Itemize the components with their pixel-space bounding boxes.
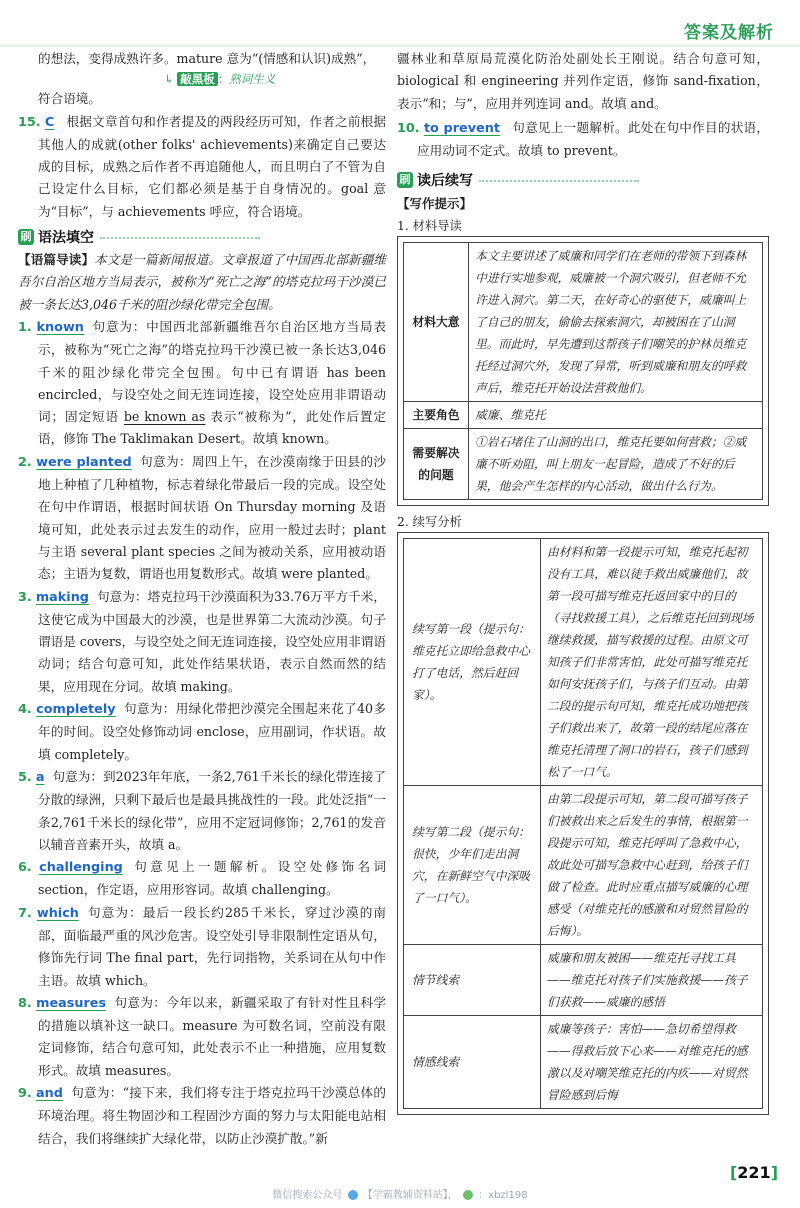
answer-item <box>18 1082 386 1150</box>
row-label: 续写第二段（提示句：很快，少年们走出洞穴，在新鲜空气中深吸了一口气）。 <box>404 786 541 945</box>
material-guide-table-frame <box>397 236 769 506</box>
q9-continuation: 疆林业和草原局荒漠化防治处副处长王刚说。结合句意可知，biological 和 engineering 并列作定语，修饰 sand-fixation，表示“和；与”，应用并列连词 and。故填 and。 <box>397 51 769 111</box>
answer-list <box>18 316 386 1150</box>
item-explanation: 句意为：塔克拉玛干沙漠面积为33.76万平方千米，这使它成为中国最大的沙漠，也是世界第二大流动沙漠。句子谓语是 covers，与设空处之间无连词连接，设空处应用非谓语动词；结合句意可知，此处作结果状语，表示自然而然的结果，应用现在分词。故填 making。 <box>38 588 386 694</box>
item-number: 4. <box>18 702 32 718</box>
q15-explanation: 根据文章首句和作者提及的两段经历可知，作者之前根据其他人的成就(other folks' achievements)来确定自己要达成的目标，成熟之后作者不再追随他人，而且明白了不管为自己设定什么目标，它们都必须是基于自身情况的。goal 意为“目标”，与 achievements 呼应，符合语境。 <box>38 113 386 219</box>
footer-text-2: 【学霸教辅资料站】 <box>362 1190 448 1201</box>
row-text: 由材料和第一段提示可知，维克托起初没有工具，难以徒手救出威廉他们，故第一段可描写维克托返回家中的目的（寻找救援工具），之后维克托回到现场继续救援，描写救援的过程。由原文可知孩子们非常害怕，此处可描写维克托如何安抚孩子们，与孩子们互动。由第二段的提示句可知，维克托成功地把孩子们救出来了，故第一段的结尾应落在维克托清理了洞口的岩石，孩子们感到松了一口气。 <box>541 539 763 786</box>
row-label: 材料大意 <box>404 243 469 402</box>
material-row <box>404 402 763 429</box>
q15 <box>18 111 386 223</box>
material-guide-table <box>403 242 763 500</box>
section-dots <box>100 236 260 239</box>
analysis-table-frame <box>397 532 769 1115</box>
footer-watermark: 微信搜索公众号 【学霸教辅资料站】， ：xbzl198 <box>272 1190 528 1201</box>
passage-guide <box>18 249 386 316</box>
analysis-row <box>404 539 763 786</box>
page-header <box>0 0 800 48</box>
item-explanation: 句意为：周四上午，在沙漠南缘于田县的沙地上种植了几种植物，标志着绿化带最后一段的完成。设空处在句中作谓语，根据时间状语 On Thursday morning 及语境可知，此处表示过去发生的动作，应用一般过去时；plant 与主语 several plant species 之间为被动关系，应用被动语态；主语为复数，谓语也用复数形式。故填 were planted。 <box>38 453 386 582</box>
item-explanation: 句意为：到2023年年底，一条2,761千米长的绿化带连接了分散的绿洲，只剩下最后也是最具挑战性的一段。此处泛指“一条2,761千米长的绿化带”，应用不定冠词修饰；2,761的发音以辅音音素开头，故填 a。 <box>38 768 386 852</box>
knock-board-tag: 敲黑板 <box>177 72 218 86</box>
section-badge: 刷 <box>18 229 34 245</box>
answer-item <box>18 766 386 856</box>
item-number: 2. <box>18 454 32 470</box>
item-answer: measures <box>36 995 107 1011</box>
page-number-value: 221 <box>737 1163 771 1182</box>
right-column <box>397 48 769 1115</box>
item-explanation: 句意为：今年以来，新疆采取了有针对性且科学的措施以填补这一缺口。measure 为可数名词，空前没有限定词修饰，结合句意可知，此处表示不止一种措施，应用复数形式。故填 measures。 <box>38 994 386 1078</box>
guide-text: 本文是一篇新闻报道。文章报道了中国西北部新疆维吾尔自治区地方当局表示，被称为“死亡之海”的塔克拉玛干沙漠已被一条长达3,046千米的阻沙绿化带完全包围。 <box>18 252 387 312</box>
item-answer: completely <box>36 702 116 718</box>
item-phrase: be known as <box>123 409 206 425</box>
q15-answer: C <box>44 114 55 130</box>
row-text: ①岩石堵住了山洞的出口，维克托要如何营救；②威廉不听劝阻，叫上朋友一起冒险，造成了不好的后果，他会产生怎样的内心活动，做出什么行为。 <box>469 429 763 500</box>
section-badge: 刷 <box>397 172 413 188</box>
q14-end: 符合语境。 <box>38 91 101 107</box>
item-answer: challenging <box>39 860 123 876</box>
section-grammar-fill <box>18 227 386 247</box>
item-explanation-end: 表示“被称为”，此处作后置定语，修饰 The Taklimakan Desert。故填 known。 <box>38 409 386 447</box>
row-text: 威廉和朋友被困——维克托寻找工具——维克托对孩子们实施救援——孩子们获救——威廉的感悟 <box>541 945 763 1016</box>
row-label: 需要解决的问题 <box>404 429 469 500</box>
item-answer: making <box>35 589 89 605</box>
item-explanation: 句意见上一题解析。设空处修饰名词 section，作定语，应用形容词。故填 challenging。 <box>38 859 386 898</box>
header-title: 答案及解析 <box>684 23 774 43</box>
header-rule <box>0 44 800 47</box>
answer-item <box>18 992 386 1082</box>
knock-board-text: 熟词生义 <box>229 72 276 87</box>
item-explanation: 句意为：最后一段长约285千米长，穿过沙漠的南部，面临最严重的风沙危害。设空处引导非限制性定语从句，修饰先行词 The final part，先行词指物，关系词在从句中作主语。故填 which。 <box>38 904 386 988</box>
analysis-row <box>404 786 763 945</box>
answer-item <box>18 451 386 586</box>
row-label: 情节线索 <box>404 945 541 1016</box>
item-answer: known <box>36 319 84 335</box>
item-explanation: 句意为：用绿化带把沙漠完全围起来花了40多年的时间。设空处修饰动词 enclose，应用副词，作状语。故填 completely。 <box>38 701 386 762</box>
item-number: 1. <box>18 319 32 335</box>
row-text: 本文主要讲述了威廉和同学们在老师的带领下到森林中进行实地参观，威廉被一个洞穴吸引，但老师不允许进入洞穴。第二天，在好奇心的驱使下，威廉叫上了自己的朋友，偷偷去探索洞穴，却被困在了山洞里。而此时，早先遭到这帮孩子们嘲笑的护林员维克托经过洞穴外，发现了异常，听到威廉和朋友的呼救声后，维克托开始设法营救他们。 <box>469 243 763 402</box>
q10-explanation: 句意见上一题解析。此处在句中作目的状语，应用动词不定式。故填 to prevent。 <box>417 119 769 159</box>
section-title: 读后续写 <box>417 173 473 190</box>
section-continuation-writing <box>397 170 769 190</box>
q14-continuation: 的想法，变得成熟许多。mature 意为“(情感和认识)成熟”， <box>38 51 376 66</box>
footer-text-1: 微信搜索公众号 <box>272 1190 343 1201</box>
item-answer: and <box>36 1086 63 1102</box>
footer-text-3: ：xbzl198 <box>478 1190 528 1201</box>
row-label: 主要角色 <box>404 402 469 429</box>
item-explanation: 句意为：“接下来，我们将专注于塔克拉玛干沙漠总体的环境治理。将生物固沙和工程固沙方面的努力与太阳能电站相结合，我们将继续扩大绿化带，以防止沙漠扩散。”新 <box>38 1085 386 1146</box>
item-number: 6. <box>18 860 32 876</box>
item-answer: which <box>36 905 79 921</box>
analysis-row <box>404 945 763 1016</box>
answer-item <box>18 698 386 766</box>
answer-item <box>18 586 386 698</box>
q10 <box>397 117 769 163</box>
material-row <box>404 429 763 500</box>
item-number: 3. <box>18 589 32 605</box>
answer-item <box>18 856 386 902</box>
answer-item <box>18 902 386 992</box>
item-answer: were planted <box>36 454 132 470</box>
analysis-heading: 2. 续写分析 <box>397 515 462 530</box>
row-text: 威廉、维克托 <box>469 402 763 429</box>
item-number: 8. <box>18 995 32 1011</box>
guide-label: 【语篇导读】 <box>18 252 95 268</box>
row-label: 续写第一段（提示句：维克托立即给急救中心打了电话，然后赶回家）。 <box>404 539 541 786</box>
material-guide-heading: 1. 材料导读 <box>397 219 462 234</box>
material-row <box>404 243 763 402</box>
item-number: 7. <box>18 905 32 921</box>
row-text: 威廉等孩子：害怕——急切希望得救——得救后放下心来——对维克托的感激以及对嘲笑维克托的内疚——对贸然冒险感到后悔 <box>541 1016 763 1109</box>
writing-tips-label: 【写作提示】 <box>397 196 473 212</box>
item-answer: a <box>35 769 45 785</box>
q15-number: 15. <box>18 114 41 130</box>
row-text: 由第二段提示可知，第二段可描写孩子们被救出来之后发生的事情，根据第一段提示可知，维克托呼叫了急救中心，故此处可描写急救中心赶到，给孩子们做了检查。此时应重点描写威廉的心理感受（对维克托的感激和对贸然冒险的后悔）。 <box>541 786 763 945</box>
knock-board-note: ↳ 敲黑板 ：熟词生义 <box>164 72 276 87</box>
page-number: [221] <box>729 1163 778 1182</box>
answer-item <box>18 316 386 451</box>
item-number: 5. <box>18 769 32 785</box>
item-number: 9. <box>18 1086 32 1102</box>
left-column <box>18 48 386 1150</box>
chat-icon <box>463 1190 473 1200</box>
row-label: 情感线索 <box>404 1016 541 1109</box>
q10-answer: to prevent <box>423 120 500 136</box>
analysis-row <box>404 1016 763 1109</box>
q10-number: 10. <box>397 120 420 136</box>
section-dots <box>479 179 639 182</box>
analysis-table <box>403 538 763 1109</box>
section-title: 语法填空 <box>38 230 94 247</box>
item-explanation: 句意为：中国西北部新疆维吾尔自治区地方当局表示，被称为“死亡之海”的塔克拉玛干沙漠已被一条长达3,046千米的阻沙绿化带完全包围。句中已有谓语 has been encircled，与设空处之间无连词连接，设空处应用非谓语动词；固定短语 <box>38 318 386 425</box>
wechat-icon <box>348 1190 358 1200</box>
